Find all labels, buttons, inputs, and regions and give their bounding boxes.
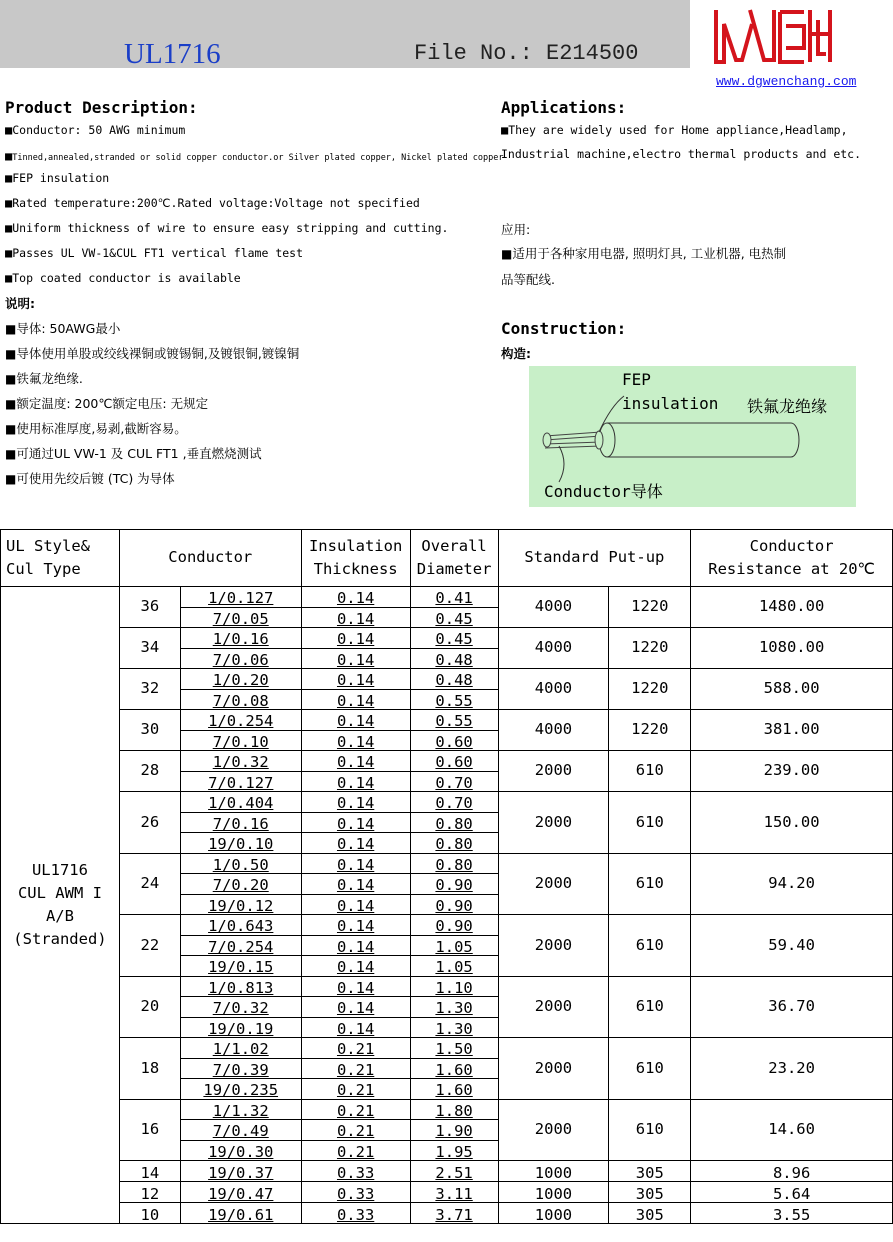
product-item: ■ Uniform thickness of wire to ensure easy stripping and cutting.: [5, 221, 448, 235]
applications-line: ■ They are widely used for Home appliance,Headlamp,: [501, 123, 848, 137]
conductor-cell: 7/0.32: [180, 997, 301, 1018]
insulation-cell: 0.33: [301, 1161, 410, 1182]
table-row: [1, 1161, 893, 1182]
insulation-cell: 0.14: [301, 689, 410, 710]
table-row: [1, 1203, 893, 1224]
conductor-cell: 19/0.61: [180, 1203, 301, 1224]
table-row: [1, 669, 893, 690]
conductor-cell: 7/0.10: [180, 730, 301, 751]
diameter-cell: 1.30: [410, 1017, 498, 1038]
header-text: Cul Type: [6, 560, 81, 578]
insulation-cell: 0.14: [301, 669, 410, 690]
putup-length-cell: 2000: [498, 853, 609, 915]
description-cn-item: ■ 使用标准厚度,易剥,截断容易。: [5, 419, 187, 437]
awg-cell: 20: [119, 976, 180, 1038]
applications-title: Applications:: [501, 98, 627, 117]
diameter-cell: 0.90: [410, 874, 498, 895]
product-item: ■ Rated temperature:200℃.Rated voltage:Voltage not specified: [5, 196, 420, 210]
applications-cn-line: 品等配线.: [501, 272, 555, 287]
insulation-cell: 0.14: [301, 956, 410, 977]
insulation-cell: 0.21: [301, 1079, 410, 1100]
diameter-cell: 1.95: [410, 1140, 498, 1161]
conductor-cell: 1/0.16: [180, 628, 301, 649]
conductor-cell: 1/0.254: [180, 710, 301, 731]
table-row: [1, 628, 893, 649]
insulation-cell: 0.33: [301, 1182, 410, 1203]
insulation-cell: 0.14: [301, 997, 410, 1018]
label-conductor: Conductor导体: [544, 482, 663, 501]
spec-body: [1, 587, 893, 1224]
conductor-cell: 19/0.47: [180, 1182, 301, 1203]
label-fep: FEP: [622, 370, 651, 389]
putup-length-cell: 1000: [498, 1203, 609, 1224]
putup-feet-cell: 1220: [609, 710, 691, 751]
product-item: ■ Passes UL VW-1&CUL FT1 vertical flame test: [5, 246, 303, 260]
construction-diagram: [529, 366, 856, 507]
insulation-cell: 0.21: [301, 1038, 410, 1059]
diameter-cell: 1.30: [410, 997, 498, 1018]
style-type-line: (Stranded): [13, 930, 107, 949]
putup-feet-cell: 305: [609, 1182, 691, 1203]
table-row: [1, 915, 893, 936]
resistance-cell: 588.00: [691, 669, 893, 710]
putup-length-cell: 2000: [498, 751, 609, 792]
style-type-line: UL1716: [31, 860, 88, 879]
putup-length-cell: 2000: [498, 1038, 609, 1100]
putup-length-cell: 2000: [498, 792, 609, 854]
description-cn-title: 说明:: [5, 296, 35, 311]
conductor-cell: 1/0.127: [180, 587, 301, 608]
resistance-cell: 1080.00: [691, 628, 893, 669]
insulation-cell: 0.14: [301, 730, 410, 751]
putup-feet-cell: 305: [609, 1161, 691, 1182]
putup-feet-cell: 610: [609, 976, 691, 1038]
insulation-cell: 0.14: [301, 1017, 410, 1038]
insulation-cell: 0.14: [301, 874, 410, 895]
diameter-cell: 0.48: [410, 648, 498, 669]
putup-length-cell: 2000: [498, 976, 609, 1038]
putup-feet-cell: 610: [609, 1099, 691, 1161]
resistance-cell: 36.70: [691, 976, 893, 1038]
conductor-cell: 1/1.02: [180, 1038, 301, 1059]
putup-length-cell: 2000: [498, 1099, 609, 1161]
diameter-cell: 0.41: [410, 587, 498, 608]
conductor-cell: 7/0.254: [180, 935, 301, 956]
conductor-cell: 1/1.32: [180, 1099, 301, 1120]
putup-feet-cell: 1220: [609, 669, 691, 710]
description-cn-item: ■ 可使用先绞后镀 (TC) 为导体: [5, 469, 175, 487]
resistance-cell: 239.00: [691, 751, 893, 792]
construction-title: Construction:: [501, 319, 627, 338]
putup-feet-cell: 610: [609, 792, 691, 854]
insulation-cell: 0.21: [301, 1099, 410, 1120]
diameter-cell: 3.71: [410, 1203, 498, 1224]
awg-cell: 16: [119, 1099, 180, 1161]
table-row: [1, 1182, 893, 1203]
diameter-cell: 0.80: [410, 812, 498, 833]
putup-length-cell: 4000: [498, 669, 609, 710]
conductor-cell: 1/0.643: [180, 915, 301, 936]
diameter-cell: 0.80: [410, 853, 498, 874]
awg-cell: 22: [119, 915, 180, 977]
diameter-cell: 1.60: [410, 1058, 498, 1079]
diameter-cell: 0.70: [410, 792, 498, 813]
table-row: [1, 751, 893, 772]
conductor-cell: 1/0.813: [180, 976, 301, 997]
conductor-cell: 7/0.20: [180, 874, 301, 895]
header-text: UL Style&: [6, 536, 90, 555]
table-row: [1, 710, 893, 731]
conductor-cell: 1/0.20: [180, 669, 301, 690]
resistance-cell: 14.60: [691, 1099, 893, 1161]
putup-length-cell: 4000: [498, 628, 609, 669]
insulation-cell: 0.14: [301, 771, 410, 792]
description-cn-item: ■ 导体: 50AWG最小: [5, 319, 120, 337]
product-description-title: Product Description:: [5, 98, 198, 117]
putup-feet-cell: 610: [609, 1038, 691, 1100]
resistance-cell: 23.20: [691, 1038, 893, 1100]
putup-length-cell: 2000: [498, 915, 609, 977]
table-row: [1, 853, 893, 874]
product-item: ■ Top coated conductor is available: [5, 271, 241, 285]
awg-cell: 14: [119, 1161, 180, 1182]
diameter-cell: 0.90: [410, 915, 498, 936]
description-cn-item: ■ 可通过UL VW-1 及 CUL FT1 ,垂直燃烧测试: [5, 444, 262, 462]
applications-cn-title: 应用:: [501, 222, 531, 237]
putup-feet-cell: 610: [609, 853, 691, 915]
awg-cell: 28: [119, 751, 180, 792]
insulation-cell: 0.14: [301, 976, 410, 997]
description-cn-item: ■ 额定温度: 200℃额定电压: 无规定: [5, 394, 208, 412]
awg-cell: 18: [119, 1038, 180, 1100]
header-text: Conductor: [749, 536, 834, 555]
conductor-cell: 7/0.05: [180, 607, 301, 628]
diameter-cell: 0.60: [410, 730, 498, 751]
file-number: File No.: E214500: [414, 41, 639, 66]
header-overall-diameter: [410, 530, 498, 587]
table-row: [1, 1038, 893, 1059]
conductor-cell: 19/0.10: [180, 833, 301, 854]
insulation-cell: 0.33: [301, 1203, 410, 1224]
conductor-cell: 19/0.19: [180, 1017, 301, 1038]
insulation-cell: 0.14: [301, 894, 410, 915]
insulation-cell: 0.21: [301, 1120, 410, 1141]
insulation-cell: 0.14: [301, 751, 410, 772]
diameter-cell: 0.48: [410, 669, 498, 690]
conductor-cell: 19/0.30: [180, 1140, 301, 1161]
style-type-line: A/B: [45, 907, 74, 925]
spec-table: [0, 529, 893, 1224]
header-standard-putup: Standard Put-up: [498, 530, 691, 587]
awg-cell: 12: [119, 1182, 180, 1203]
diameter-cell: 3.11: [410, 1182, 498, 1203]
insulation-cell: 0.14: [301, 710, 410, 731]
insulation-cell: 0.14: [301, 607, 410, 628]
putup-length-cell: 1000: [498, 1161, 609, 1182]
awg-cell: 34: [119, 628, 180, 669]
resistance-cell: 381.00: [691, 710, 893, 751]
insulation-cell: 0.14: [301, 587, 410, 608]
product-item: ■ Conductor: 50 AWG minimum: [5, 123, 185, 137]
conductor-cell: 7/0.49: [180, 1120, 301, 1141]
conductor-cell: 7/0.06: [180, 648, 301, 669]
diameter-cell: 0.90: [410, 894, 498, 915]
putup-length-cell: 4000: [498, 710, 609, 751]
header-ul-style: [1, 530, 120, 587]
putup-feet-cell: 305: [609, 1203, 691, 1224]
resistance-cell: 5.64: [691, 1182, 893, 1203]
brand-logo: [712, 4, 836, 68]
header-resistance: [691, 530, 893, 587]
conductor-cell: 19/0.37: [180, 1161, 301, 1182]
style-type-cell: [1, 587, 120, 1224]
awg-cell: 24: [119, 853, 180, 915]
description-cn-item: ■ 导体使用单股或绞线裸铜或镀锡铜,及镀银铜,镀镍铜: [5, 344, 299, 362]
putup-length-cell: 1000: [498, 1182, 609, 1203]
conductor-cell: 1/0.50: [180, 853, 301, 874]
conductor-cell: 19/0.15: [180, 956, 301, 977]
insulation-cell: 0.14: [301, 628, 410, 649]
conductor-cell: 19/0.235: [180, 1079, 301, 1100]
product-item: ■ Tinned,annealed,stranded or solid copper conductor.or Silver plated copper, Nickel plated copper: [5, 149, 504, 163]
applications-cn-line: ■ 适用于各种家用电器, 照明灯具, 工业机器, 电热制: [501, 244, 786, 262]
header-insulation: [301, 530, 410, 587]
table-row: [1, 587, 893, 608]
header-conductor: Conductor: [119, 530, 301, 587]
conductor-cell: 19/0.12: [180, 894, 301, 915]
diameter-cell: 1.10: [410, 976, 498, 997]
resistance-cell: 150.00: [691, 792, 893, 854]
diameter-cell: 0.45: [410, 607, 498, 628]
resistance-cell: 3.55: [691, 1203, 893, 1224]
header-text: Overall: [421, 536, 487, 555]
model-number: UL1716: [124, 38, 221, 70]
style-type-line: CUL AWM I: [17, 883, 102, 902]
header-text: Insulation: [308, 536, 403, 555]
insulation-cell: 0.14: [301, 853, 410, 874]
insulation-cell: 0.14: [301, 792, 410, 813]
diameter-cell: 1.50: [410, 1038, 498, 1059]
diameter-cell: 0.55: [410, 689, 498, 710]
resistance-cell: 59.40: [691, 915, 893, 977]
description-cn-item: ■ 铁氟龙绝缘.: [5, 369, 83, 387]
diameter-cell: 0.60: [410, 751, 498, 772]
insulation-cell: 0.21: [301, 1058, 410, 1079]
insulation-cell: 0.14: [301, 648, 410, 669]
insulation-cell: 0.21: [301, 1140, 410, 1161]
conductor-cell: 7/0.08: [180, 689, 301, 710]
header-text: Thickness: [313, 560, 398, 578]
product-item: ■ FEP insulation: [5, 171, 109, 185]
conductor-cell: 1/0.32: [180, 751, 301, 772]
insulation-cell: 0.14: [301, 935, 410, 956]
diameter-cell: 0.70: [410, 771, 498, 792]
putup-feet-cell: 1220: [609, 587, 691, 628]
diameter-cell: 1.80: [410, 1099, 498, 1120]
header-text: Diameter: [416, 560, 492, 578]
label-insulation: insulation: [622, 394, 719, 413]
putup-length-cell: 4000: [498, 587, 609, 628]
conductor-cell: 7/0.127: [180, 771, 301, 792]
awg-cell: 10: [119, 1203, 180, 1224]
website-link[interactable]: www.dgwenchang.com: [716, 74, 857, 89]
insulation-cell: 0.14: [301, 812, 410, 833]
putup-feet-cell: 1220: [609, 628, 691, 669]
diameter-cell: 0.45: [410, 628, 498, 649]
conductor-cell: 1/0.404: [180, 792, 301, 813]
insulation-cell: 0.14: [301, 915, 410, 936]
diameter-cell: 1.60: [410, 1079, 498, 1100]
applications-line: Industrial machine,electro thermal products and etc.: [501, 147, 862, 161]
table-row: [1, 1099, 893, 1120]
table-row: [1, 792, 893, 813]
diameter-cell: 1.05: [410, 956, 498, 977]
header-text: Resistance at 20℃: [708, 560, 875, 578]
diameter-cell: 0.55: [410, 710, 498, 731]
awg-cell: 36: [119, 587, 180, 628]
conductor-cell: 7/0.16: [180, 812, 301, 833]
table-row: [1, 976, 893, 997]
diameter-cell: 1.90: [410, 1120, 498, 1141]
awg-cell: 30: [119, 710, 180, 751]
construction-cn-title: 构造:: [501, 346, 531, 361]
putup-feet-cell: 610: [609, 915, 691, 977]
putup-feet-cell: 610: [609, 751, 691, 792]
insulation-cell: 0.14: [301, 833, 410, 854]
conductor-cell: 7/0.39: [180, 1058, 301, 1079]
label-insulation-cn: 铁氟龙绝缘: [747, 397, 828, 416]
diameter-cell: 2.51: [410, 1161, 498, 1182]
resistance-cell: 94.20: [691, 853, 893, 915]
diameter-cell: 0.80: [410, 833, 498, 854]
awg-cell: 26: [119, 792, 180, 854]
resistance-cell: 1480.00: [691, 587, 893, 628]
resistance-cell: 8.96: [691, 1161, 893, 1182]
diameter-cell: 1.05: [410, 935, 498, 956]
awg-cell: 32: [119, 669, 180, 710]
